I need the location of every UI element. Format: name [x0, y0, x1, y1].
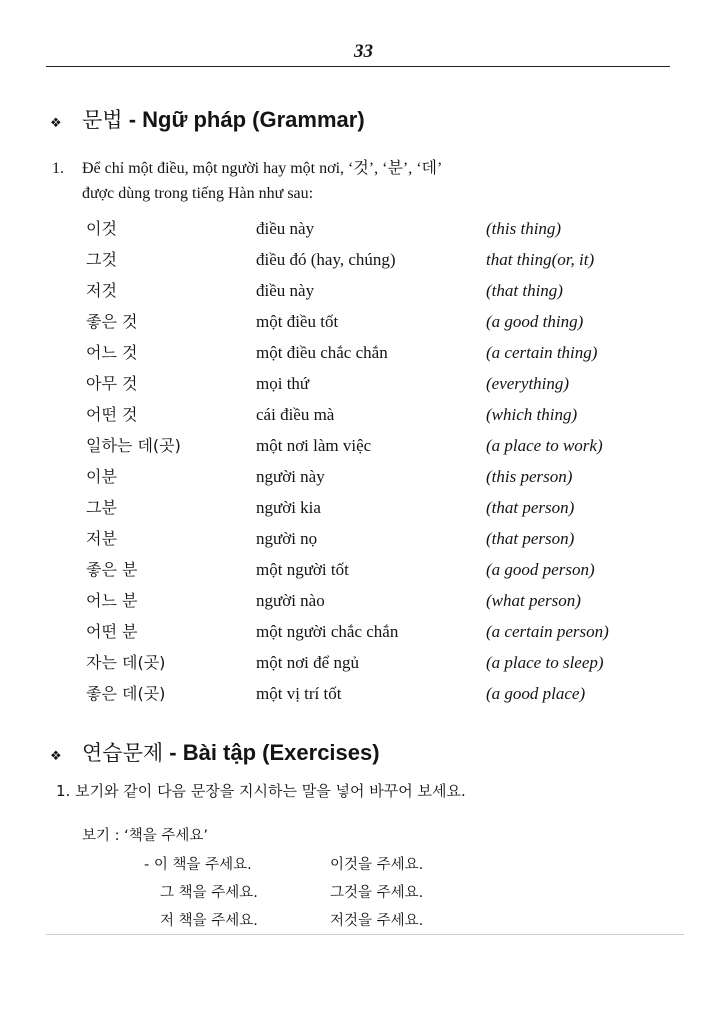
diamond-bullet-icon: ❖ [50, 748, 62, 764]
vocab-vietnamese: điều đó (hay, chúng) [256, 250, 396, 269]
vocab-row [0, 337, 727, 368]
vocab-vietnamese: một điều tốt [256, 312, 339, 331]
vocab-row [0, 523, 727, 554]
vocab-english: (a place to sleep) [486, 653, 604, 672]
example-label: 보기 : ‘책을 주세요’ [82, 828, 208, 844]
vocab-english: (a good person) [486, 560, 595, 579]
exercises-title: - Bài tập (Exercises) [163, 740, 380, 765]
vocab-vietnamese: mọi thứ [256, 374, 310, 393]
intro-line-2: được dùng trong tiếng Hàn như sau: [82, 185, 314, 202]
vocab-row [0, 585, 727, 616]
example-right: 그것을 주세요. [330, 885, 424, 901]
vocab-vietnamese: người nọ [256, 529, 318, 548]
vocab-english: (a place to work) [486, 436, 603, 455]
example-left: 그 책을 주세요. [160, 885, 258, 901]
vocab-row [0, 275, 727, 306]
vocab-korean: 좋은 데(곳) [86, 684, 166, 703]
vocab-vietnamese: người kia [256, 498, 321, 517]
vocab-row [0, 647, 727, 678]
vocab-korean: 이것 [86, 219, 117, 238]
vocab-english: (a good place) [486, 684, 586, 703]
vocab-english: (this thing) [486, 219, 562, 238]
vocab-vietnamese: một vị trí tốt [256, 684, 342, 703]
example-right: 이것을 주세요. [330, 857, 424, 873]
vocab-row [0, 616, 727, 647]
grammar-korean-title: 문법 [82, 108, 123, 132]
example-left: - 이 책을 주세요. [144, 857, 252, 873]
vocab-vietnamese: điều này [256, 281, 315, 300]
vocab-korean: 자는 데(곳) [86, 653, 166, 672]
vocab-korean: 어떤 것 [86, 405, 138, 424]
vocab-english: (that person) [486, 529, 575, 548]
bottom-rule [46, 934, 684, 935]
vocab-vietnamese: người này [256, 467, 325, 486]
vocab-vietnamese: điều này [256, 219, 315, 238]
vocab-korean: 일하는 데(곳) [86, 436, 181, 455]
exercises-heading [50, 738, 380, 768]
example-left: 저 책을 주세요. [160, 913, 258, 929]
vocab-vietnamese: một nơi làm việc [256, 436, 372, 455]
vocab-vietnamese: cái điều mà [256, 405, 335, 424]
vocab-row [0, 213, 727, 244]
vocab-row [0, 678, 727, 709]
grammar-title: - Ngữ pháp (Grammar) [122, 107, 365, 132]
vocab-english: that thing(or, it) [486, 250, 595, 269]
exercise-instruction: 1. 보기와 같이 다음 문장을 지시하는 말을 넣어 바꾸어 보세요. [56, 782, 466, 800]
vocab-row [0, 244, 727, 275]
top-rule [46, 66, 670, 67]
vocab-vietnamese: người nào [256, 591, 325, 610]
vocab-english: (everything) [486, 374, 570, 393]
vocab-english: (a certain thing) [486, 343, 598, 362]
vocab-korean: 저분 [86, 529, 117, 548]
vocab-vietnamese: một nơi để ngủ [256, 653, 359, 672]
vocab-korean: 그것 [86, 250, 117, 269]
vocab-korean: 어떤 분 [86, 622, 138, 641]
vocab-vietnamese: một điều chắc chắn [256, 343, 388, 362]
vocab-korean: 저것 [86, 281, 117, 300]
example-right: 저것을 주세요. [330, 913, 424, 929]
vocab-english: (that thing) [486, 281, 563, 300]
diamond-bullet-icon: ❖ [50, 115, 62, 131]
vocab-english: (what person) [486, 591, 581, 610]
vocab-vietnamese: một người tốt [256, 560, 349, 579]
vocab-vietnamese: một người chắc chắn [256, 622, 399, 641]
vocab-row [0, 368, 727, 399]
vocab-korean: 어느 것 [86, 343, 138, 362]
vocab-korean: 그분 [86, 498, 117, 517]
grammar-heading [50, 105, 365, 135]
vocab-english: (a certain person) [486, 622, 609, 641]
vocab-korean: 어느 분 [86, 591, 138, 610]
vocab-korean: 좋은 분 [86, 560, 138, 579]
vocab-english: (this person) [486, 467, 573, 486]
intro-number: 1. [52, 160, 64, 177]
vocab-row [0, 492, 727, 523]
vocab-row [0, 554, 727, 585]
vocab-korean: 아무 것 [86, 374, 138, 393]
vocab-row [0, 461, 727, 492]
vocab-english: (that person) [486, 498, 575, 517]
intro-line-1: Để chỉ một điều, một người hay một nơi, ‘것’, ‘분’, ‘데’ [82, 160, 443, 177]
exercises-korean-title: 연습문제 [82, 741, 164, 765]
vocab-korean: 이분 [86, 467, 117, 486]
vocab-row [0, 430, 727, 461]
vocab-row [0, 306, 727, 337]
vocab-english: (which thing) [486, 405, 578, 424]
vocab-row [0, 399, 727, 430]
page-number: 33 [354, 41, 373, 62]
vocab-english: (a good thing) [486, 312, 584, 331]
vocab-korean: 좋은 것 [86, 312, 138, 331]
